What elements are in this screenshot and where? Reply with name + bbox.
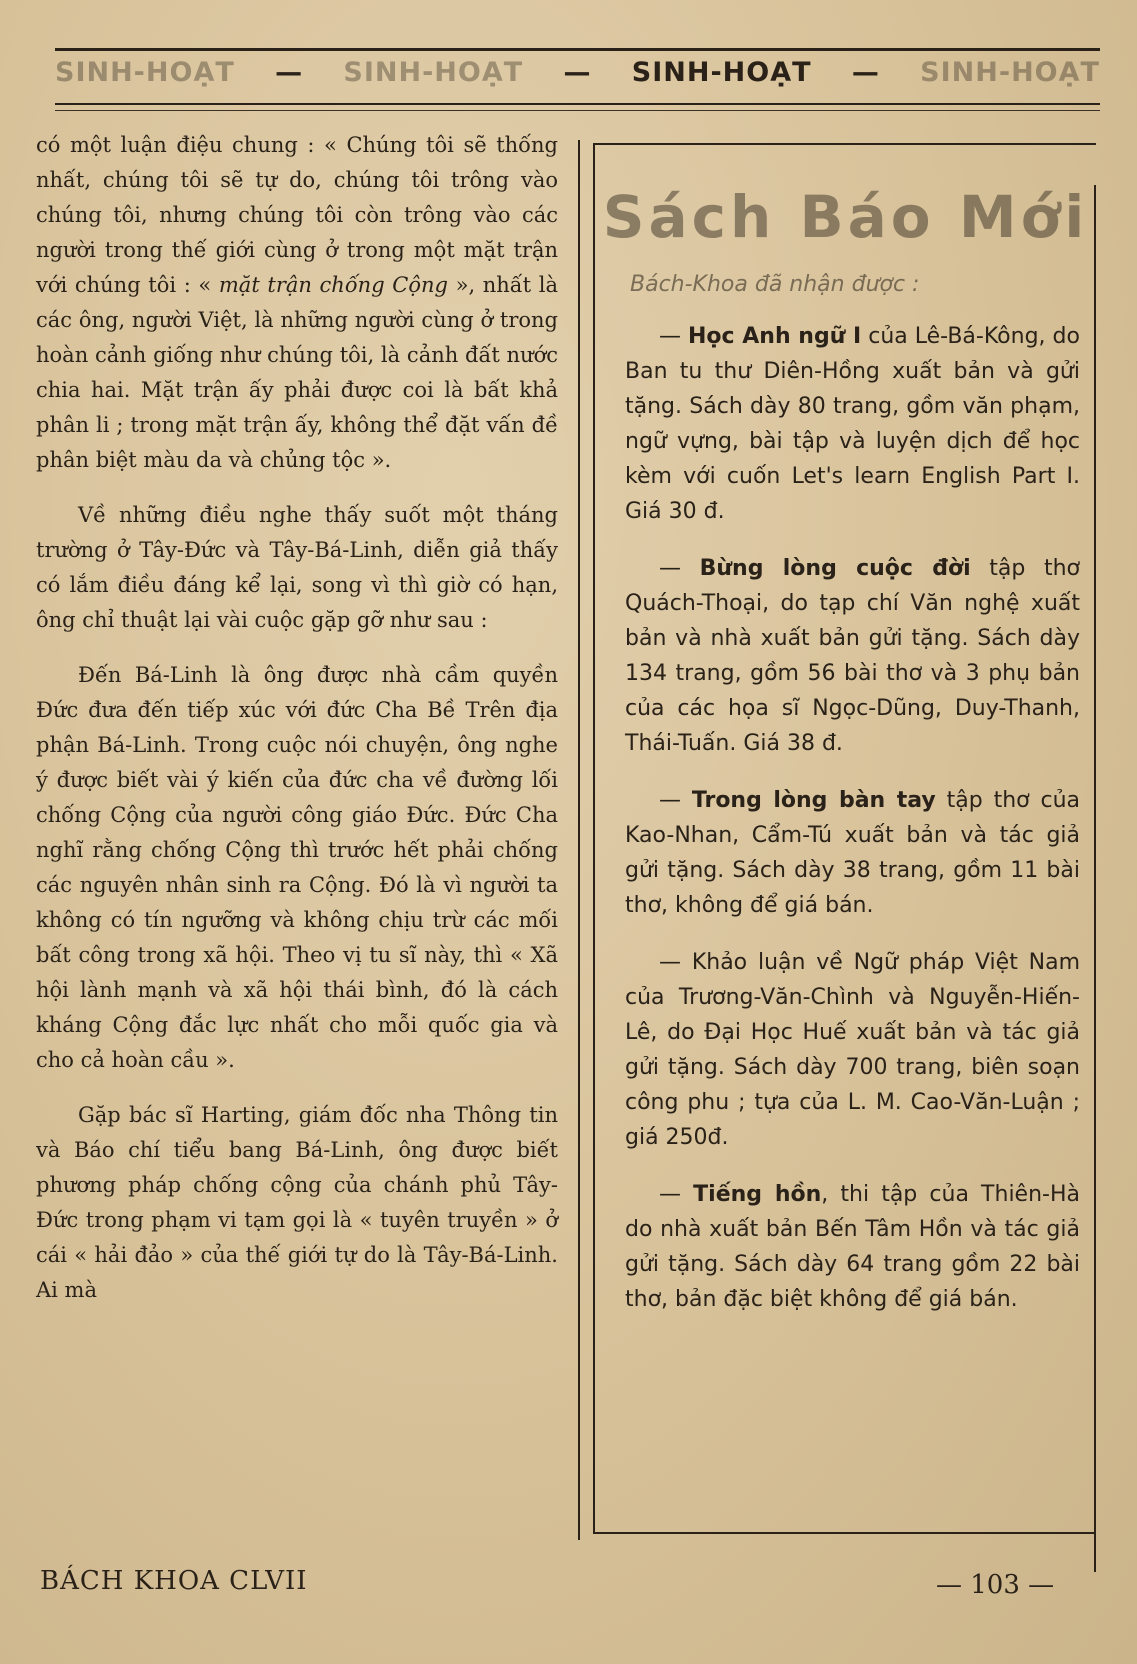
book-entry [625,551,1080,761]
article-paragraph: Đến Bá-Linh là ông được nhà cầm quyền Đức đưa đến tiếp xúc với đức Cha Bề Trên địa phận Bá-Linh. Trong cuộc nói chuyện, ông nghe ý được biết vài ý kiến của đức cha về đường lối chống Cộng của người công giáo Đức. Đức Cha nghĩ rằng chống Cộng thì trước hết phải chống các nguyên nhân sinh ra Cộng. Đó là vì người ta không có tín ngưỡng và không chịu trừ các mối bất công trong xã hội. Theo vị tu sĩ này, thì « Xã hội lành mạnh và xã hội thái bình, đó là cách kháng Cộng đắc lực nhất cho mỗi quốc gia và cho cả hoàn cầu ». [36,663,558,1072]
entry-dash: — [659,1182,681,1207]
header-separator: — [851,57,880,88]
book-title: Học Anh ngữ I [688,324,862,349]
book-desc: Khảo luận về Ngữ pháp Việt Nam của Trương-Văn-Chình và Nguyễn-Hiến-Lê, do Đại Học Huế xuất bản và tác giả gửi tặng. Sách dày 700 trang, biên soạn công phu ; tựa của L. M. Cao-Văn-Luận ; giá 250đ. [625,950,1081,1150]
header-item: SINH-HOẠT [55,57,235,88]
book-entry [625,783,1080,923]
header-row [55,57,1100,88]
book-desc: tập thơ Quách-Thoại, do tạp chí Văn nghệ xuất bản và nhà xuất bản gửi tặng. Sách dày 134 trang, gồm 56 bài thơ và 3 phụ bản của các họa sĩ Ngọc-Dũng, Duy-Thanh, Thái-Tuấn. Giá 38 đ. [625,556,1080,756]
entry-dash: — [659,556,681,581]
header-item: SINH-HOẠT [631,57,812,88]
entry-dash: — [659,950,681,975]
entry-dash: — [659,788,681,813]
book-title: Trong lòng bàn tay [691,788,936,813]
running-header [55,48,1100,105]
entry-dash: — [659,324,681,349]
article-column [36,128,558,1328]
book-entry [625,945,1080,1155]
header-separator: — [563,57,592,88]
article-paragraph: Về những điều nghe thấy suốt một tháng trường ở Tây-Đức và Tây-Bá-Linh, diễn giả thấy có lắm điều đáng kể lại, song vì thì giờ có hạn, ông chỉ thuật lại vài cuộc gặp gỡ như sau : [36,503,558,632]
new-books-box [593,143,1096,1534]
paragraph-text: có một luận điệu chung : « Chúng tôi sẽ thống nhất, chúng tôi sẽ tự do, chúng tôi trông vào chúng tôi, nhưng chúng tôi còn trông vào các người trong thế giới cùng ở trong một mặt trận với chúng tôi : « [36,133,558,297]
book-entry [625,1177,1080,1317]
header-item: SINH-HOẠT [343,57,524,88]
book-entries [625,319,1080,1339]
magazine-issue: BÁCH KHOA CLVII [40,1566,308,1596]
emphasis-text: mặt trận chống Cộng [218,273,448,297]
column-divider [578,140,580,1540]
book-desc: của Lê-Bá-Kông, do Ban tu thư Diên-Hồng xuất bản và gửi tặng. Sách dày 80 trang, gồm văn phạm, ngữ vựng, bài tập và luyện dịch để học kèm với cuốn Let's learn English Part I. Giá 30 đ. [625,324,1080,524]
header-item: SINH-HOẠT [920,57,1100,88]
book-entry [625,319,1080,529]
box-subtitle: Bách-Khoa đã nhận được : [630,272,920,297]
article-paragraph: Gặp bác sĩ Harting, giám đốc nha Thông tin và Báo chí tiểu bang Bá-Linh, ông được biết phương pháp chống cộng của chánh phủ Tây-Đức trong phạm vi tạm gọi là « tuyên truyền » ở cái « hải đảo » của thế giới tự do là Tây-Bá-Linh. Ai mà [36,1103,558,1302]
article-paragraph [36,128,558,478]
header-separator: — [275,57,304,88]
book-desc: tập thơ của Kao-Nhan, Cẩm-Tú xuất bản và tác giả gửi tặng. Sách dày 38 trang, gồm 11 bài thơ, không để giá bán. [625,788,1080,918]
paragraph-text: », nhất là các ông, người Việt, là những người cùng ở trong hoàn cảnh giống như chúng tôi, là cảnh đất nước chia hai. Mặt trận ấy phải được coi là bất khả phân li ; trong mặt trận ấy, không thể đặt vấn đề phân biệt màu da và chủng tộc ». [36,273,558,472]
book-title: Bừng lòng cuộc đời [699,556,971,581]
page-number: — 103 — [936,1570,1055,1600]
book-desc: , thi tập của Thiên-Hà do nhà xuất bản Bến Tâm Hồn và tác giả gửi tặng. Sách dày 64 trang gồm 22 bài thơ, bản đặc biệt không để giá bán. [625,1182,1080,1312]
box-title: Sách Báo Mới [602,183,1089,251]
book-title: Tiếng hồn [693,1182,822,1207]
